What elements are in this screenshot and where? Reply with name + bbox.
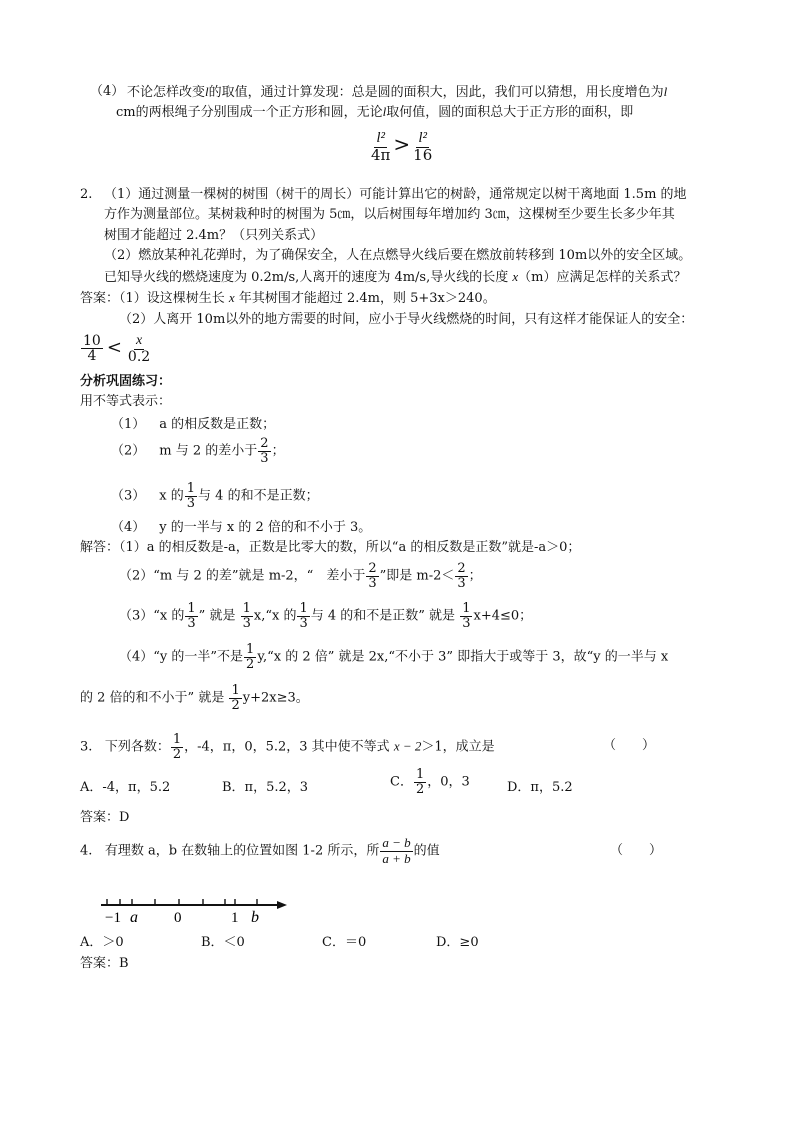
q1-part4-line1: 不论怎样改变l的取值，通过计算发现：总是圆的面积大，因此，我们可以猜想，用长度增色为l bbox=[127, 84, 668, 100]
q3-option-d: D．π，5.2 bbox=[507, 780, 573, 795]
q3-answer-paren: （ ） bbox=[603, 738, 656, 753]
tick-label-minus-one: −1 bbox=[105, 910, 121, 925]
q4-option-d: D．≥0 bbox=[436, 935, 479, 950]
solution-2: （2）“m 与 2 的差”就是 m-2，“ 差小于 $\frac{2}{3}$ ”即是 m-2＜ $\frac{2}{3}$ ； bbox=[119, 561, 482, 591]
q2-part2-line1: （2）燃放某种礼花弹时，为了确保安全，人在点燃导火线后要在燃放前转移到 10m以外的安全区域。 bbox=[104, 248, 692, 263]
q2-number: 2. bbox=[80, 187, 93, 202]
practice-item-2: （2） m 与 2 的差小于 $\frac{2}{3}$ ； bbox=[111, 436, 285, 466]
q3-answer: 答案：D bbox=[80, 810, 130, 825]
solution-4: （4）“y 的一半”不是 $\frac{1}{2}$ y,“x 的 2 倍” 就是 2x,“不小于 3” 即指大于或等于 3，故“y 的一半与 x bbox=[119, 642, 669, 672]
q4-answer-paren: （ ） bbox=[610, 843, 663, 858]
q2-answer2: （2）人离开 10m以外的地方需要的时间，应小于导火线燃烧的时间，只有这样才能保证人的安全： bbox=[119, 312, 694, 327]
number-line-figure bbox=[95, 893, 295, 925]
practice-intro: 用不等式表示： bbox=[80, 394, 172, 409]
practice-item-1: （1） a 的相反数是正数； bbox=[111, 417, 276, 432]
tick-label-one: 1 bbox=[231, 910, 239, 925]
q2-part1-line1: （1）通过测量一棵树的树围（树干的周长）可能计算出它的树龄，通常规定以树干离地面 1.5m 的地 bbox=[104, 187, 687, 202]
point-label-a: a bbox=[130, 909, 138, 925]
q2-part1-line2: 方作为测量部位。某树栽种时的树围为 5㎝，以后树围每年增加约 3㎝，这棵树至少要生长多少年其 bbox=[104, 207, 675, 222]
q2-part1-line3: 树围才能超过 2.4m？（只列关系式） bbox=[104, 228, 324, 243]
solution-4-cont: 的 2 倍的和不小于” 就是 $\frac{1}{2}$ y+2x≥3。 bbox=[80, 683, 309, 713]
q1-part4-label: （4） bbox=[90, 84, 125, 99]
practice-heading: 分析巩固练习： bbox=[80, 374, 172, 389]
practice-item-4: （4） y 的一半与 x 的 2 倍的和不小于 3。 bbox=[111, 520, 372, 535]
q3-option-b: B．π，5.2，3 bbox=[222, 780, 309, 795]
tick-label-zero: 0 bbox=[174, 910, 182, 925]
q4-option-c: C．＝0 bbox=[322, 935, 367, 950]
q3-option-a: A．-4，π，5.2 bbox=[80, 780, 171, 795]
q1-part4-line2: cm的两根绳子分别围成一个正方形和圆，无论l取何值，圆的面积总大于正方形的面积，即 bbox=[116, 104, 634, 120]
q3-stem: 3. 下列各数： $\frac{1}{2}$ ，-4，π，0，5.2，3 其中使不等式 x − 2＞1，成立是 bbox=[80, 732, 495, 762]
q1-inequality: $\frac{\text{l²}}{4\pi}$ > $\frac{\text{l²}}{16}$ bbox=[371, 130, 433, 164]
solution-1: 解答：（1）a 的相反数是-a，正数是比零大的数，所以“a 的相反数是正数”就是-a＞0； bbox=[80, 540, 581, 555]
solution-3: （3）“x 的 $\frac{1}{3}$ ” 就是 $\frac{1}{3}$ x,“x 的 $\frac{1}{3}$ 与 4 的和不是正数” 就是 $\frac{1}{3}$ x+4≤0； bbox=[119, 601, 533, 631]
q4-option-a: A．＞0 bbox=[80, 935, 124, 950]
q2-part2-line2: 已知导火线的燃烧速度为 0.2m/s,人离开的速度为 4m/s,导火线的长度 x（m）应满足怎样的关系式？ bbox=[104, 269, 687, 285]
q2-answer1: 答案：（1）设这棵树生长 x 年其树围才能超过 2.4m，则 5+3x＞240。 bbox=[80, 290, 496, 306]
q3-option-c: C． $\frac{1}{2}$ ，0，3 bbox=[390, 767, 470, 797]
q2-answer-fraction: $\frac{10}{4}$ < $\frac{x}{0.2}$ bbox=[83, 332, 151, 365]
q4-stem: 4. 有理数 a，b 在数轴上的位置如图 1-2 所示，所 $\frac{a - b}{a + b}$ 的值 bbox=[80, 835, 440, 866]
q4-option-b: B．＜0 bbox=[201, 935, 245, 950]
point-label-b: b bbox=[251, 909, 259, 925]
number-line-arrow bbox=[277, 901, 287, 909]
q4-answer: 答案：B bbox=[80, 956, 129, 971]
practice-item-3: （3） x 的 $\frac{1}{3}$ 与 4 的和不是正数； bbox=[111, 481, 319, 511]
